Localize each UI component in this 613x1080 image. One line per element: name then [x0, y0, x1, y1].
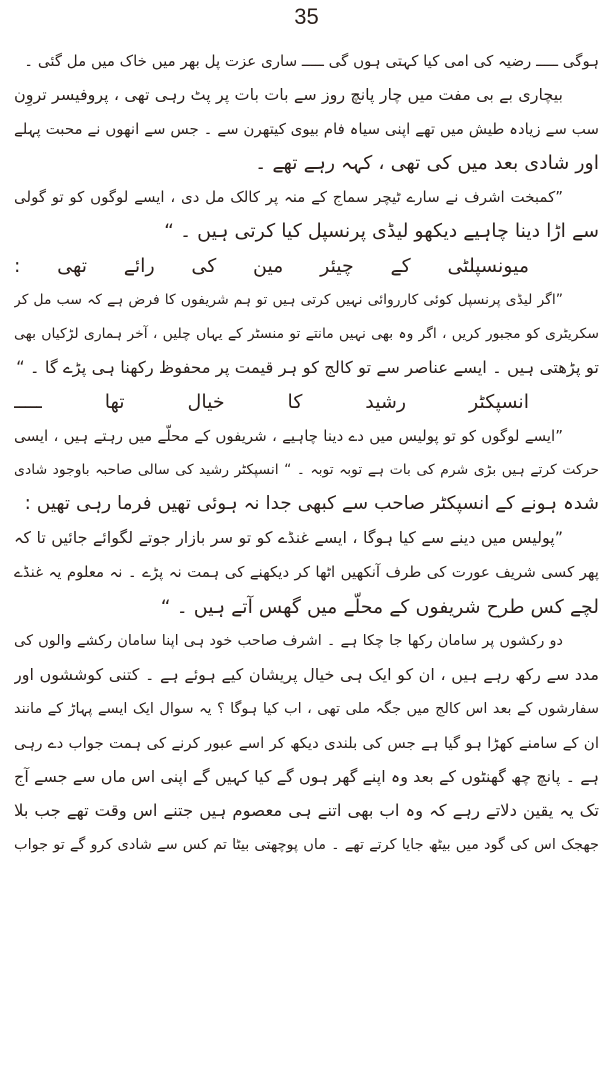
text-line: ان کے سامنے کھڑا ہو گیا ہے جس کی بلندی دیکھ کر اسے عبور کرنے کی ہمت جواب دے رہی	[14, 733, 599, 752]
text-line: حرکت کرتے ہیں بڑی شرم کی بات ہے توبہ توبہ ۔ “ انسپکٹر رشید کی سالی صاحبہ باوجود شادی	[14, 462, 599, 479]
text-line: شدہ ہونے کے انسپکٹر صاحب سے کبھی جدا نہ ہوئی تھیں فرما رہی تھیں :	[24, 493, 599, 515]
text-line: تک یہ یقین دلاتے رہے کہ وہ اب بھی اتنے ہی معصوم ہیں جتنے اس وقت تھے جب بلا	[14, 801, 599, 821]
text-line: سفارشوں کے بعد اس کالج میں جگہ ملی تھی ، اب کیا ہوگا ؟ یہ سوال ایک ایسے پہاڑ کے مانند	[14, 700, 599, 717]
text-line: ”کمبخت اشرف نے سارے ٹیچر سماج کے منہ پر کالک مل دی ، ایسے لوگوں کو تو گولی	[14, 188, 563, 207]
text-line: پھر کسی شریف عورت کی طرف آنکھیں اٹھا کر دیکھنے کی ہمت نہ پڑے ۔ نہ معلوم یہ غنڈے	[14, 563, 599, 582]
text-line: مدد سے رکھ رہے ہیں ، ان کو ایک ہی خیال پریشان کیے ہوئے ہے ۔ کتنی کوششوں اور	[14, 664, 599, 684]
text-line: انسپکٹر رشید کا خیال تھا ـــــ	[14, 390, 529, 413]
text-line: دو رکشوں پر سامان رکھا جا چکا ہے ۔ اشرف صاحب خود ہی اپنا سامان رکشے والوں کی	[14, 632, 563, 649]
text-line: اور شادی بعد میں کی تھی ، کہہ رہے تھے ۔	[255, 152, 599, 175]
text-line: سکریٹری کو مجبور کریں ، اگر وہ بھی نہیں مانتے تو منسٹر کے یہاں چلیں ، آخر ہماری لڑکیاں بھی	[14, 325, 599, 342]
text-line: ”اگر لیڈی پرنسپل کوئی کارروائی نہیں کرتی ہیں تو ہم شریفوں کا فرض ہے کہ سب مل کر	[14, 291, 563, 308]
text-line: ہوگی ـــــ رضیہ کی امی کیا کہتی ہوں گی ـــــ ساری عزت پل بھر میں خاک میں مل گئی ۔	[24, 52, 599, 70]
text-line: جھجک اس کی گود میں بیٹھ جایا کرتے تھے ۔ ماں پوچھتی بیٹا تم کس سے شادی کرو گے تو جواب	[14, 837, 599, 854]
page-number: 35	[294, 4, 319, 29]
text-line: بیچاری بے بی مفت میں چار پانچ روز سے بات بات پر پٹ رہی تھی ، پروفیسر تروِن	[14, 85, 563, 105]
text-line: سے اڑا دینا چاہیے دیکھو لیڈی پرنسپل کیا کرتی ہیں ۔ “	[164, 220, 599, 243]
text-line: ”پولیس میں دینے سے کیا ہوگا ، ایسے غنڈے کو تو سر بازار جوتے لگوائے جائیں تا کہ	[14, 528, 564, 548]
text-line: میونسپلٹی کے چیئر مین کی رائے تھی :	[14, 254, 529, 277]
body-text	[14, 44, 599, 1074]
text-line: تو پڑھتی ہیں ۔ ایسے عناصر سے تو کالج کو ہر قیمت پر محفوظ رکھنا ہی پڑے گا ۔ “	[16, 357, 599, 377]
text-line: ”ایسے لوگوں کو تو پولیس میں دے دینا چاہیے ، شریفوں کے محلّے میں رہتے ہیں ، ایسی	[14, 427, 563, 446]
text-line: لچے کس طرح شریفوں کے محلّے میں گھس آتے ہیں ۔ “	[160, 595, 599, 618]
text-line: سب سے زیادہ طیش میں تھے اپنی سیاہ فام بیوی کیتھرن سے ۔ جس سے انھوں نے محبت پہلے	[14, 120, 599, 139]
text-line: ہے ۔ پانچ چھ گھنٹوں کے بعد وہ اپنے گھر ہوں گے کیا کہیں گے اپنی اس ماں سے جسے آج	[14, 766, 599, 786]
